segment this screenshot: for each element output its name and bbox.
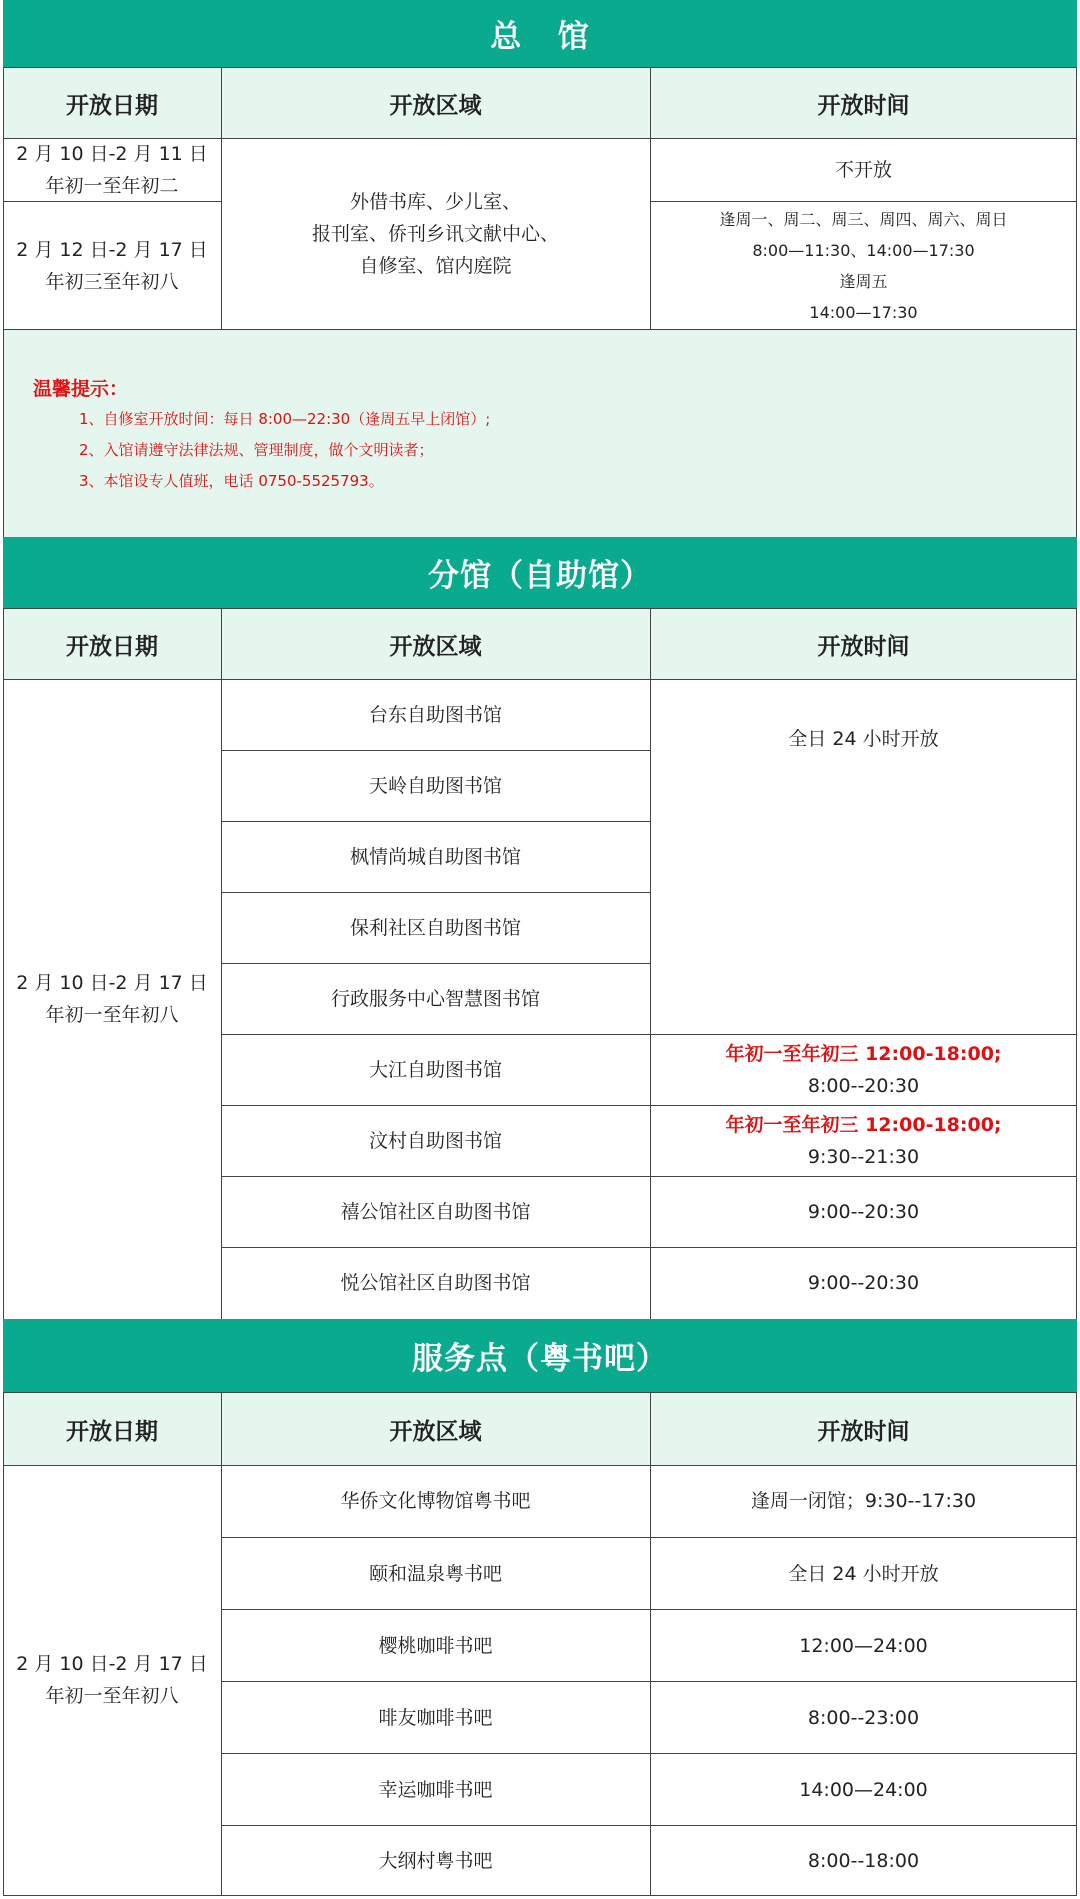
service-title: 服务点（粤书吧） (412, 1341, 668, 1377)
branch-row-2: 天岭自助图书馆 (368, 775, 502, 797)
main-title: 总 馆 (490, 19, 590, 55)
service-time-2: 全日 24 小时开放 (788, 1562, 939, 1585)
main-header-row (3, 67, 1077, 139)
service-time-3: 12:00—24:00 (799, 1634, 928, 1657)
service-date: 2 月 10 日-2 月 17 日 年初一至年初八 (16, 1653, 208, 1707)
main-date-2: 2 月 12 日-2 月 17 日 年初三至年初八 (16, 238, 208, 293)
branch-row-7: 汶村自助图书馆 (368, 1130, 502, 1152)
service-row-4: 啡友咖啡书吧 (378, 1706, 493, 1729)
service-time-5: 14:00—24:00 (799, 1778, 928, 1801)
main-header-area: 开放区域 (389, 92, 482, 119)
service-time-1: 逢周一闭馆；9:30--17:30 (750, 1490, 977, 1512)
main-time-open: 逢周一、周二、周三、周四、周六、周日 8:00—11:30、14:00—17:30 逢周五 14:00—17:30 (719, 209, 1008, 322)
service-header-time: 开放时间 (817, 1418, 910, 1445)
service-time-4: 8:00--23:00 (807, 1706, 920, 1729)
branch-time-9: 9:00--20:30 (807, 1272, 920, 1294)
tips-item-2: 2、入馆请遵守法律法规、管理制度，做个文明读者； (79, 441, 434, 459)
branch-row-6: 大江自助图书馆 (368, 1059, 502, 1081)
service-row-1: 华侨文化博物馆粤书吧 (340, 1490, 531, 1512)
branch-header-row (3, 608, 1077, 680)
tips-item-1: 1、自修室开放时间：每日 8:00—22:30（逢周五早上闭馆）; (79, 410, 491, 428)
branch-row-5: 行政服务中心智慧图书馆 (330, 988, 540, 1010)
tips-title: 温馨提示： (33, 378, 129, 400)
branch-row-1: 台东自助图书馆 (368, 703, 502, 726)
service-row-3: 樱桃咖啡书吧 (378, 1634, 493, 1657)
branch-header-date: 开放日期 (66, 633, 158, 660)
branch-time-6: 年初一至年初三 12:00-18:00; 8:00--20:30 (725, 1043, 1002, 1097)
service-row-6: 大纲村粤书吧 (378, 1849, 493, 1872)
main-header-time: 开放时间 (817, 92, 910, 119)
branch-title-band (3, 537, 1077, 608)
branch-title: 分馆（自助馆） (428, 558, 652, 594)
service-header-row (3, 1392, 1077, 1466)
service-row-5: 幸运咖啡书吧 (378, 1778, 493, 1801)
tips-item-3: 3、本馆设专人值班，电话 0750-5525793。 (79, 472, 384, 490)
service-time-6: 8:00--18:00 (807, 1849, 920, 1872)
branch-merged-time: 全日 24 小时开放 (788, 728, 939, 750)
schedule-page (3, 0, 1077, 1896)
service-header-date: 开放日期 (66, 1418, 158, 1445)
service-header-area: 开放区域 (389, 1418, 482, 1445)
main-time-closed: 不开放 (834, 158, 892, 181)
service-row-2: 颐和温泉粤书吧 (368, 1562, 502, 1585)
branch-row-3: 枫情尚城自助图书馆 (349, 846, 521, 868)
branch-time-8: 9:00--20:30 (807, 1201, 920, 1223)
branch-header-area: 开放区域 (389, 633, 482, 660)
main-areas: 外借书库、少儿室、 报刊室、侨刊乡讯文献中心、 自修室、馆内庭院 (311, 190, 559, 277)
branch-row-9: 悦公馆社区自助图书馆 (340, 1272, 531, 1294)
branch-time-7: 年初一至年初三 12:00-18:00; 9:30--21:30 (725, 1114, 1002, 1168)
main-header-date: 开放日期 (66, 92, 158, 119)
tips-box (3, 330, 1077, 537)
service-title-band (3, 1319, 1077, 1392)
main-date-1: 2 月 10 日-2 月 11 日 年初一至年初二 (16, 142, 208, 197)
branch-row-8: 禧公馆社区自助图书馆 (340, 1201, 531, 1223)
main-title-band (3, 0, 1077, 67)
branch-row-4: 保利社区自助图书馆 (349, 917, 521, 939)
branch-date: 2 月 10 日-2 月 17 日 年初一至年初八 (16, 971, 208, 1026)
branch-header-time: 开放时间 (817, 633, 910, 660)
